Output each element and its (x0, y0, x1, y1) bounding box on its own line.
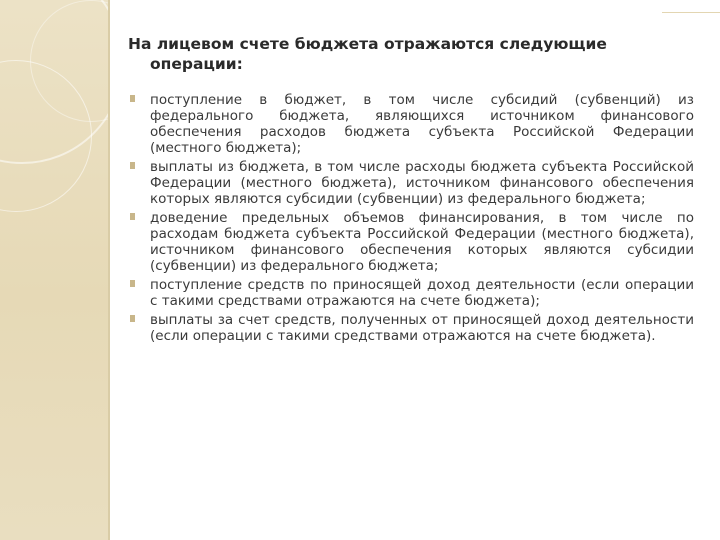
list-item (128, 277, 694, 309)
list-item-text: поступление в бюджет, в том числе субсидий (субвенций) из федерального бюджета, являющихся источником финансового обеспечения расходов бюджета субъекта Российской Федерации (местного бюджета); (150, 92, 694, 156)
list-item (128, 92, 694, 156)
square-bullet-icon (130, 162, 135, 169)
list-item (128, 210, 694, 274)
list-item (128, 312, 694, 344)
list-item-text: доведение предельных объемов финансирования, в том числе по расходам бюджета субъекта Российской Федерации (местного бюджета), источником финансового обеспечения которых являются субсидии (субвенции) из федерального бюджета; (150, 210, 694, 274)
square-bullet-icon (130, 95, 135, 102)
slide-content (128, 34, 694, 347)
slide-title-line1: На лицевом счете бюджета отражаются следующие (128, 35, 607, 53)
corner-divider (662, 0, 720, 13)
square-bullet-icon (130, 280, 135, 287)
square-bullet-icon (130, 315, 135, 322)
decorative-side-panel (0, 0, 108, 540)
slide-title (128, 34, 694, 74)
panel-divider (108, 0, 110, 540)
list-item (128, 159, 694, 207)
bullet-list (128, 92, 694, 344)
slide-title-line2: операции: (150, 55, 243, 73)
list-item-text: выплаты за счет средств, полученных от приносящей доход деятельности (если операции с такими средствами отражаются на счете бюджета). (150, 312, 694, 344)
square-bullet-icon (130, 213, 135, 220)
list-item-text: поступление средств по приносящей доход деятельности (если операции с такими средствами отражаются на счете бюджета); (150, 277, 694, 309)
list-item-text: выплаты из бюджета, в том числе расходы бюджета субъекта Российской Федерации (местного бюджета), источником финансового обеспечения которых являются субсидии (субвенции) из федерального бюджета; (150, 159, 694, 207)
